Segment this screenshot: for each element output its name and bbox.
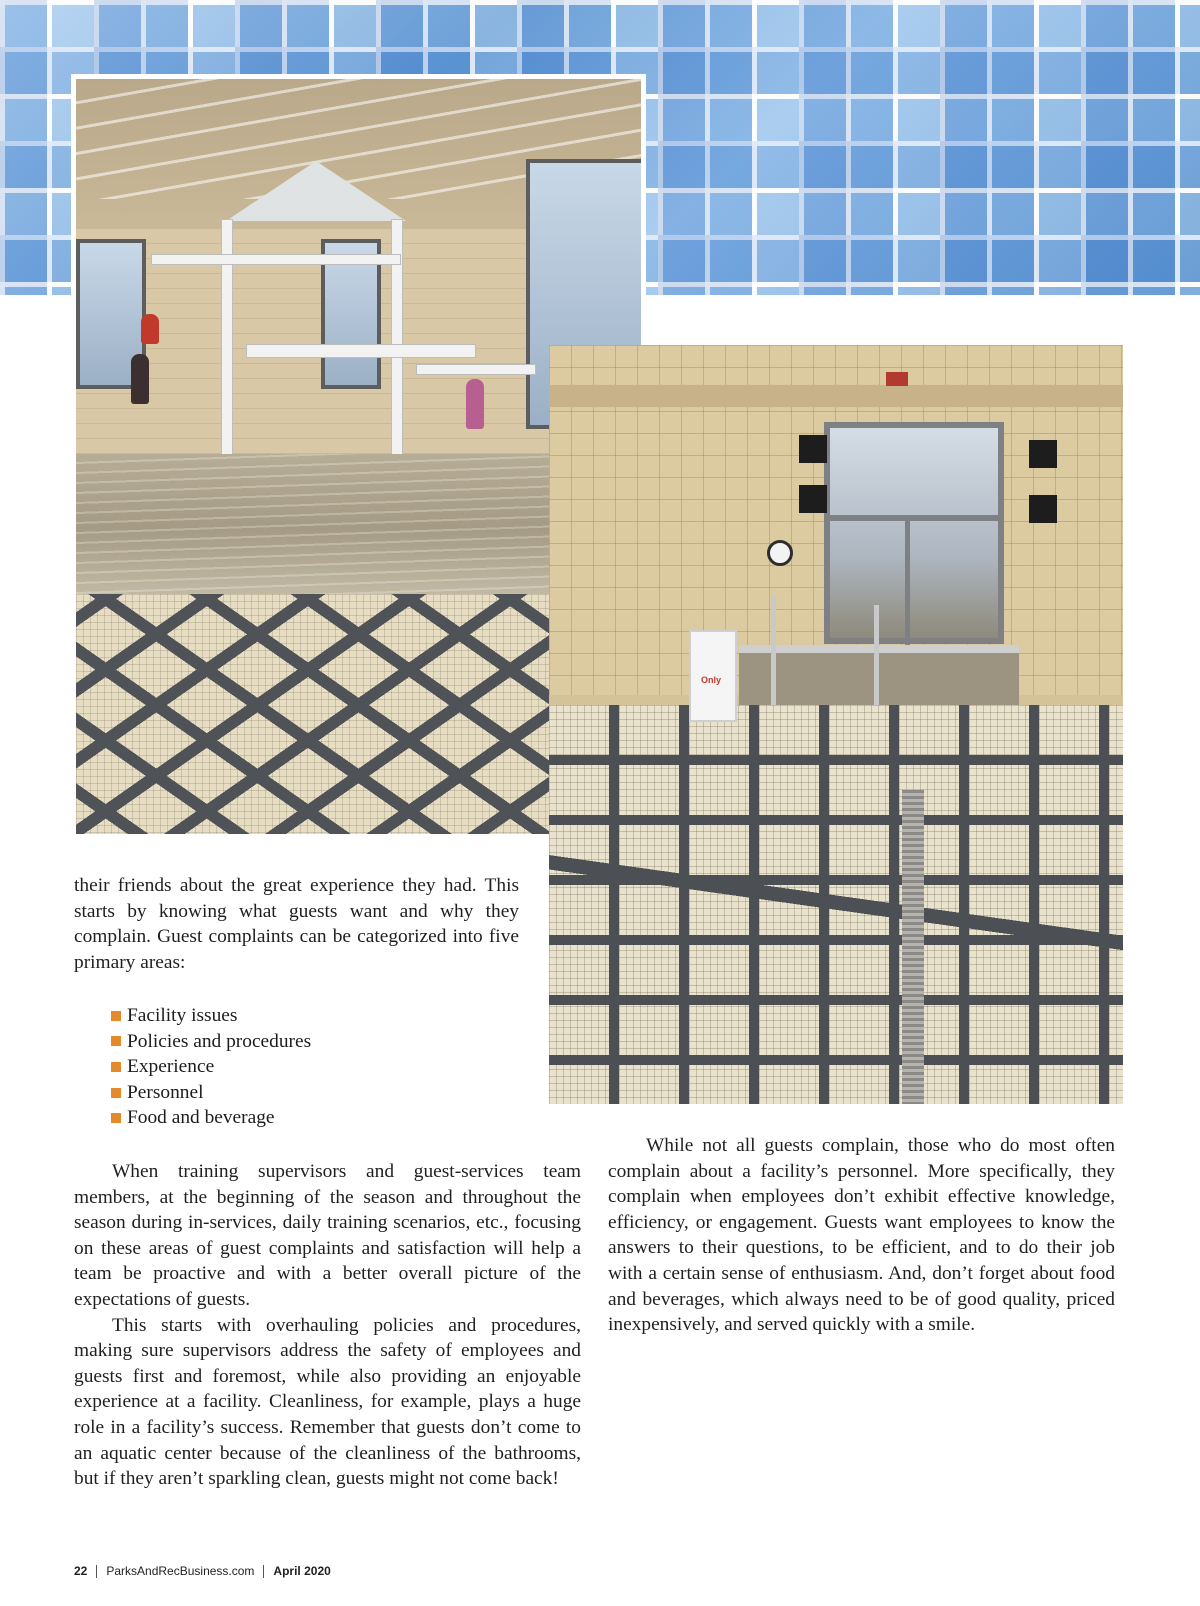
spa-accent-tile — [1029, 495, 1057, 523]
list-item-label: Food and beverage — [127, 1107, 275, 1129]
list-item — [111, 1105, 311, 1131]
spa-accent-tile — [799, 485, 827, 513]
spa-window — [824, 422, 1004, 644]
list-item — [111, 1054, 311, 1080]
list-item — [111, 1029, 311, 1055]
floor-drain — [902, 790, 924, 1104]
body-paragraph: While not all guests complain, those who do most often complain about a facility’s personnel. More specifically, they complain when employees don’t exhibit effective knowledge, efficiency, or engagement. Guests want employees to know the answers to their questions, to be efficient, and to do their job with a certain sense of enthusiasm. And, don’t forget about food and beverages, which always need to be of good quality, priced inexpensively, and served quickly with a smile. — [608, 1135, 1115, 1336]
list-item — [111, 1080, 311, 1106]
spa-sign-text: Only — [701, 675, 722, 685]
intro-paragraph: their friends about the great experience they had. This starts by knowing what guests want and why they complain. Guest complaints can be categorized into five primary areas: — [74, 875, 519, 973]
list-item-label: Facility issues — [127, 1005, 238, 1026]
spa-handrail — [771, 595, 776, 715]
list-item — [111, 1003, 311, 1029]
issue-date: April 2020 — [273, 1564, 331, 1578]
spa-door-frame — [824, 515, 1004, 521]
pool-pipe-bar — [246, 344, 476, 358]
pool-person — [466, 379, 484, 429]
page-number: 22 — [74, 1564, 88, 1578]
list-item-label: Personnel — [127, 1081, 204, 1103]
spa-door-frame — [905, 515, 910, 645]
pool-pipe-bar — [416, 364, 536, 375]
footer-divider — [263, 1565, 264, 1578]
lifeguard — [141, 314, 159, 344]
exit-sign — [886, 372, 908, 386]
page-footer — [74, 1564, 331, 1578]
spa-accent-tile — [799, 435, 827, 463]
right-column-body — [608, 1133, 1115, 1338]
left-column-body — [74, 1159, 581, 1492]
list-item-label: Experience — [127, 1056, 215, 1078]
bullet-square-icon — [111, 1113, 121, 1123]
footer-divider — [96, 1565, 97, 1578]
spa-photo — [549, 345, 1123, 1104]
bullet-square-icon — [111, 1062, 121, 1072]
spa-photo-image — [549, 345, 1123, 1104]
footer-website-link[interactable]: ParksAndRecBusiness.com — [106, 1564, 255, 1578]
spa-tile-floor — [549, 705, 1123, 1104]
body-paragraph: When training supervisors and guest-services team members, at the beginning of the season and throughout the season during in-services, daily training scenarios, etc., focusing on these areas of guest complaints and satisfaction will help a team be proactive and with a better overall picture of the expectations of guests. — [74, 1161, 581, 1310]
complaint-areas-list — [111, 1003, 311, 1131]
bullet-square-icon — [111, 1011, 121, 1021]
spa-wall-stripe — [549, 385, 1123, 407]
pool-pipe-bar — [151, 254, 401, 265]
spa-handrail — [874, 605, 879, 715]
intro-text — [74, 873, 519, 975]
bullet-square-icon — [111, 1036, 121, 1046]
wall-clock — [767, 540, 793, 566]
list-item-label: Policies and procedures — [127, 1030, 312, 1052]
body-paragraph: This starts with overhauling policies and procedures, making sure supervisors address the safety of employees and guests first and foremost, while also providing an enjoyable experience at a facility. Cleanliness, for example, plays a huge role in a facility’s success. Remember that guests don’t come to an aquatic center because of the cleanliness of the bathrooms, but if they aren’t sparkling clean, guests might not come back! — [74, 1314, 581, 1490]
spa-accent-tile — [1029, 440, 1057, 468]
pool-person — [131, 354, 149, 404]
bullet-square-icon — [111, 1088, 121, 1098]
